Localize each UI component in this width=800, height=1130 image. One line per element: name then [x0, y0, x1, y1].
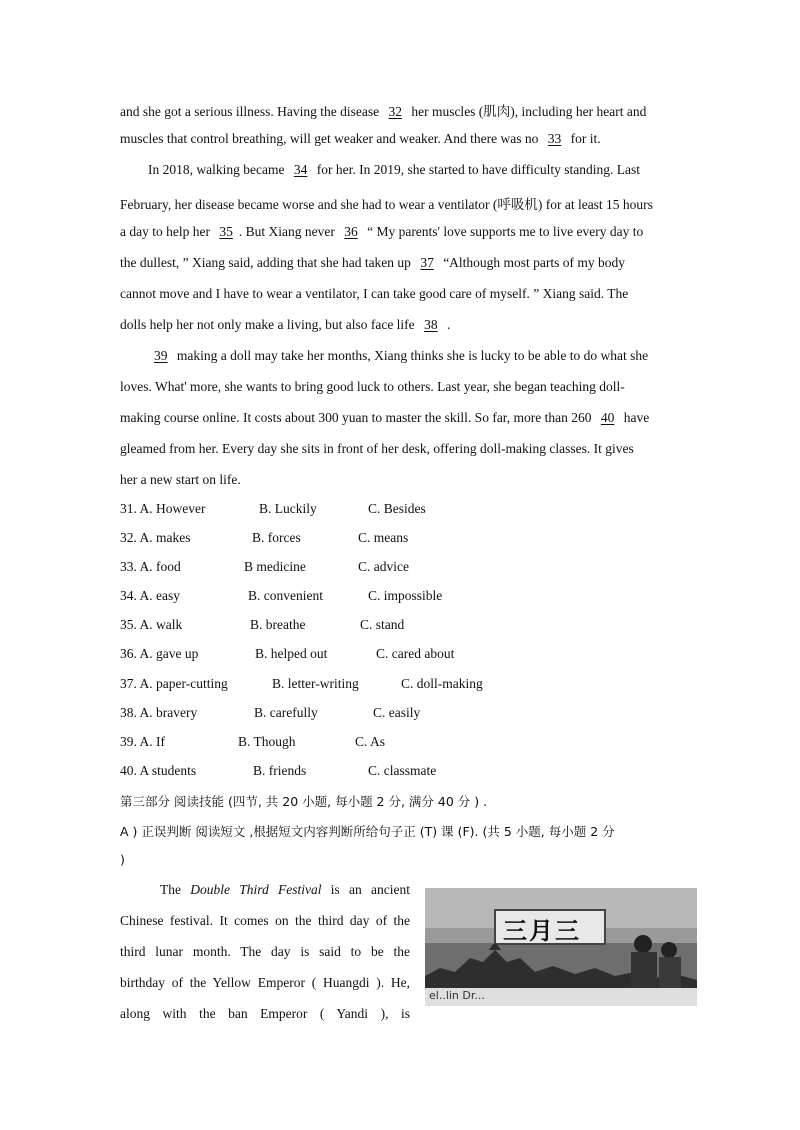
option-b: B. helped out — [255, 646, 328, 661]
option-c: C. easily — [373, 705, 421, 720]
blank-37: 37 — [420, 255, 434, 270]
option-b: B. Luckily — [259, 501, 317, 516]
reading-line: Chinese festival. It comes on the third day of the — [120, 913, 410, 928]
option-c: C. cared about — [376, 646, 455, 661]
option-b: B medicine — [244, 559, 306, 574]
reading-line: third lunar month. The day is said to be the — [120, 944, 410, 959]
reading-line — [120, 882, 410, 898]
passage-text: her muscles (肌肉), including her heart and — [411, 104, 647, 119]
passage-text: February, her disease became worse and she had to wear a ventilator (呼吸机) for at least 15 hours — [120, 197, 653, 212]
passage-text: for it. — [570, 131, 601, 146]
option-b: B. convenient — [248, 588, 323, 603]
option-c: C. advice — [358, 559, 409, 574]
option-b: B. carefully — [254, 705, 318, 720]
option-b: B. breathe — [250, 617, 306, 632]
section-heading: 第三部分 阅读技能 (四节, 共 20 小题, 每小题 2 分, 满分 40 分 ) . — [120, 794, 488, 809]
reading-line: along with the ban Emperor ( Yandi ), is — [120, 1006, 410, 1021]
reading-line: birthday of the Yellow Emperor ( Huangdi ). He, — [120, 975, 410, 990]
blank-32: 32 — [388, 104, 402, 119]
passage-line — [120, 410, 680, 426]
option-c: C. Besides — [368, 501, 426, 516]
instructions-end: ) — [120, 852, 125, 867]
blank-36: 36 — [344, 224, 358, 239]
passage-line — [120, 224, 680, 240]
option-a: 33. A. food — [120, 559, 181, 574]
passage-text: and she got a serious illness. Having the disease — [120, 104, 380, 119]
passage-text: have — [623, 410, 650, 425]
option-a: 36. A. gave up — [120, 646, 199, 661]
option-a: 40. A students — [120, 763, 197, 778]
festival-photo — [425, 888, 697, 1006]
blank-33: 33 — [547, 131, 562, 146]
reading-text: The — [160, 882, 181, 897]
option-b: B. friends — [253, 763, 307, 778]
caption-fragment: el..lin Dr... — [429, 989, 485, 1002]
option-a: 31. A. However — [120, 501, 206, 516]
passage-text: “Although most parts of my body — [443, 255, 626, 270]
passage-line — [120, 131, 680, 147]
reading-text: is an ancient — [330, 882, 411, 897]
passage-line — [120, 441, 680, 457]
passage-line — [120, 379, 680, 395]
passage-text: making a doll may take her months, Xiang thinks she is lucky to be able to do what she — [176, 348, 649, 363]
blank-35: 35 — [219, 224, 233, 239]
option-c: C. classmate — [368, 763, 437, 778]
instructions: A ) 正误判断 阅读短文 ,根据短文内容判断所给句子正 (T) 课 (F). (共 5 小题, 每小题 2 分 — [120, 824, 615, 839]
passage-line — [120, 472, 680, 488]
passage-text: loves. What' more, she wants to bring good luck to others. Last year, she began teaching doll- — [120, 379, 625, 394]
passage-text: gleamed from her. Every day she sits in front of her desk, offering doll-making classes. It gives — [120, 441, 634, 456]
blank-34: 34 — [293, 162, 308, 177]
passage-text: the dullest, ” Xiang said, adding that she had taken up — [120, 255, 411, 270]
passage-text: muscles that control breathing, will get weaker and weaker. And there was no — [120, 131, 539, 146]
passage-text: making course online. It costs about 300 yuan to master the skill. So far, more than 260 — [120, 410, 592, 425]
option-b: B. Though — [238, 734, 296, 749]
blank-40: 40 — [600, 410, 615, 425]
option-a: 37. A. paper-cutting — [120, 676, 228, 691]
passage-line — [148, 162, 708, 178]
option-a: 34. A. easy — [120, 588, 180, 603]
option-c: C. doll-making — [401, 676, 483, 691]
passage-line — [120, 193, 680, 213]
passage-text: for her. In 2019, she started to have difficulty standing. Last — [316, 162, 641, 177]
option-a: 39. A. If — [120, 734, 165, 749]
festival-title: Double Third Festival — [190, 882, 322, 897]
passage-line — [120, 100, 680, 120]
banner-text: 三月三 — [503, 917, 581, 945]
blank-39: 39 — [154, 348, 168, 363]
option-b: B. forces — [252, 530, 301, 545]
passage-text: cannot move and I have to wear a ventilator, I can take good care of myself. ” Xiang said. The — [120, 286, 629, 301]
passage-line — [120, 317, 680, 333]
blank-38: 38 — [424, 317, 438, 332]
passage-line — [120, 255, 680, 271]
option-c: C. stand — [360, 617, 405, 632]
passage-text: . — [446, 317, 451, 332]
passage-text: her a new start on life. — [120, 472, 241, 487]
option-c: C. means — [358, 530, 409, 545]
passage-text: “ My parents' love supports me to live every day to — [367, 224, 644, 239]
option-b: B. letter-writing — [272, 676, 359, 691]
passage-text: In 2018, walking became — [148, 162, 285, 177]
passage-text: a day to help her — [120, 224, 210, 239]
option-c: C. impossible — [368, 588, 443, 603]
option-a: 38. A. bravery — [120, 705, 198, 720]
passage-line — [120, 286, 680, 302]
option-a: 32. A. makes — [120, 530, 191, 545]
passage-line — [148, 348, 708, 364]
option-a: 35. A. walk — [120, 617, 183, 632]
option-c: C. As — [355, 734, 386, 749]
passage-text: dolls help her not only make a living, but also face life — [120, 317, 415, 332]
passage-text: . But Xiang never — [238, 224, 335, 239]
